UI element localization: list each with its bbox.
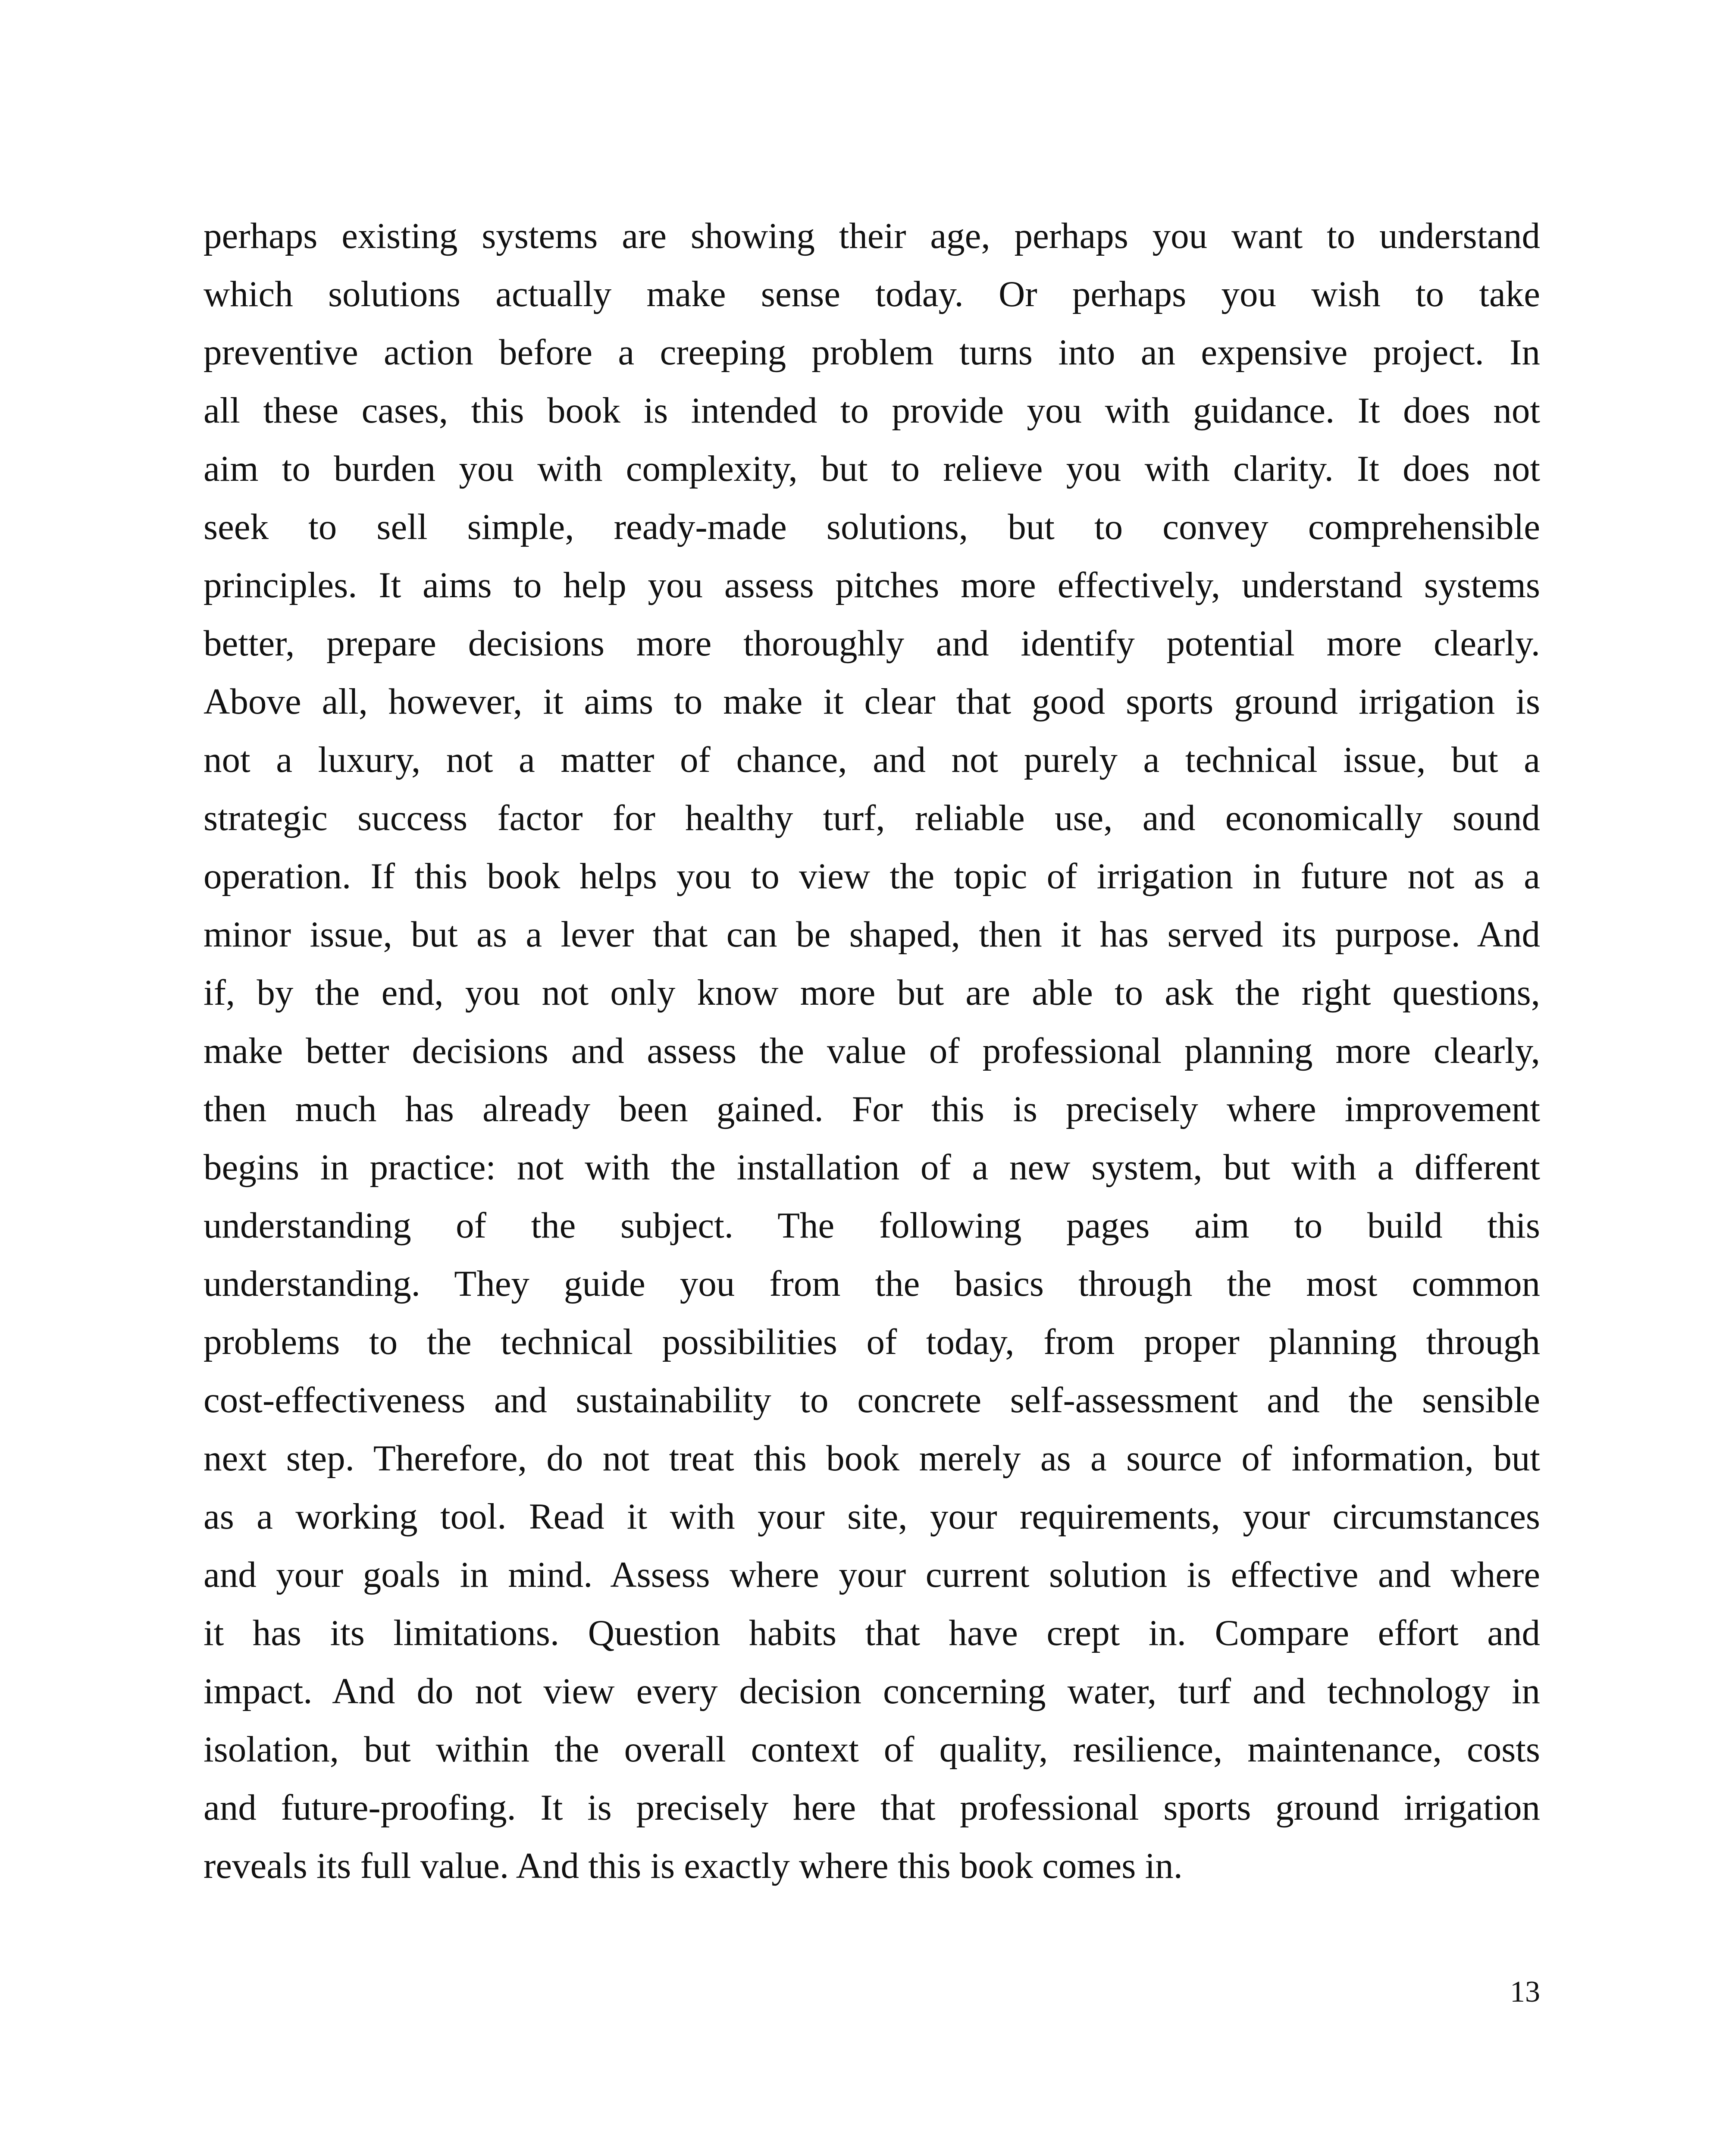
text-line: not a luxury, not a matter of chance, and not purely a technical issue, but a — [204, 740, 1540, 780]
text-line: problems to the technical possibilities of today, from proper planning through — [204, 1322, 1540, 1362]
text-line: if, by the end, you not only know more but are able to ask the right questions, — [204, 972, 1540, 1013]
text-line: it has its limitations. Question habits that have crept in. Compare effort and — [204, 1613, 1540, 1653]
text-line: and future-proofing. It is precisely here that professional sports ground irrigation — [204, 1787, 1540, 1828]
text-line-last: reveals its full value. And this is exactly where this book comes in. — [204, 1846, 1183, 1886]
text-line: operation. If this book helps you to view the topic of irrigation in future not as a — [204, 856, 1540, 896]
text-line: aim to burden you with complexity, but to relieve you with clarity. It does not — [204, 448, 1540, 489]
text-line: which solutions actually make sense today. Or perhaps you wish to take — [204, 274, 1540, 314]
page-number: 13 — [1510, 1975, 1540, 2009]
text-line: begins in practice: not with the installation of a new system, but with a different — [204, 1147, 1540, 1188]
text-line: seek to sell simple, ready-made solutions, but to convey comprehensible — [204, 507, 1540, 547]
text-line: as a working tool. Read it with your site, your requirements, your circumstances — [204, 1496, 1540, 1537]
text-line: perhaps existing systems are showing their age, perhaps you want to understand — [204, 216, 1540, 256]
text-line: minor issue, but as a lever that can be shaped, then it has served its purpose. And — [204, 914, 1540, 955]
text-line: understanding of the subject. The following pages aim to build this — [204, 1205, 1540, 1246]
text-line: and your goals in mind. Assess where your current solution is effective and where — [204, 1554, 1540, 1595]
text-line: Above all, however, it aims to make it clear that good sports ground irrigation is — [204, 681, 1540, 722]
text-line: impact. And do not view every decision concerning water, turf and technology in — [204, 1671, 1540, 1711]
text-line: understanding. They guide you from the basics through the most common — [204, 1263, 1540, 1304]
body-paragraph — [204, 207, 1540, 1895]
text-line: next step. Therefore, do not treat this book merely as a source of information, but — [204, 1438, 1540, 1479]
text-line: strategic success factor for healthy turf, reliable use, and economically sound — [204, 798, 1540, 838]
text-line: preventive action before a creeping problem turns into an expensive project. In — [204, 332, 1540, 373]
text-line: isolation, but within the overall context of quality, resilience, maintenance, costs — [204, 1729, 1540, 1770]
text-line: make better decisions and assess the value of professional planning more clearly, — [204, 1031, 1540, 1071]
text-line: principles. It aims to help you assess pitches more effectively, understand systems — [204, 565, 1540, 605]
text-line: then much has already been gained. For this is precisely where improvement — [204, 1089, 1540, 1129]
text-line: better, prepare decisions more thoroughly and identify potential more clearly. — [204, 623, 1540, 664]
text-line: cost-effectiveness and sustainability to concrete self-assessment and the sensible — [204, 1380, 1540, 1420]
text-line: all these cases, this book is intended to provide you with guidance. It does not — [204, 390, 1540, 431]
